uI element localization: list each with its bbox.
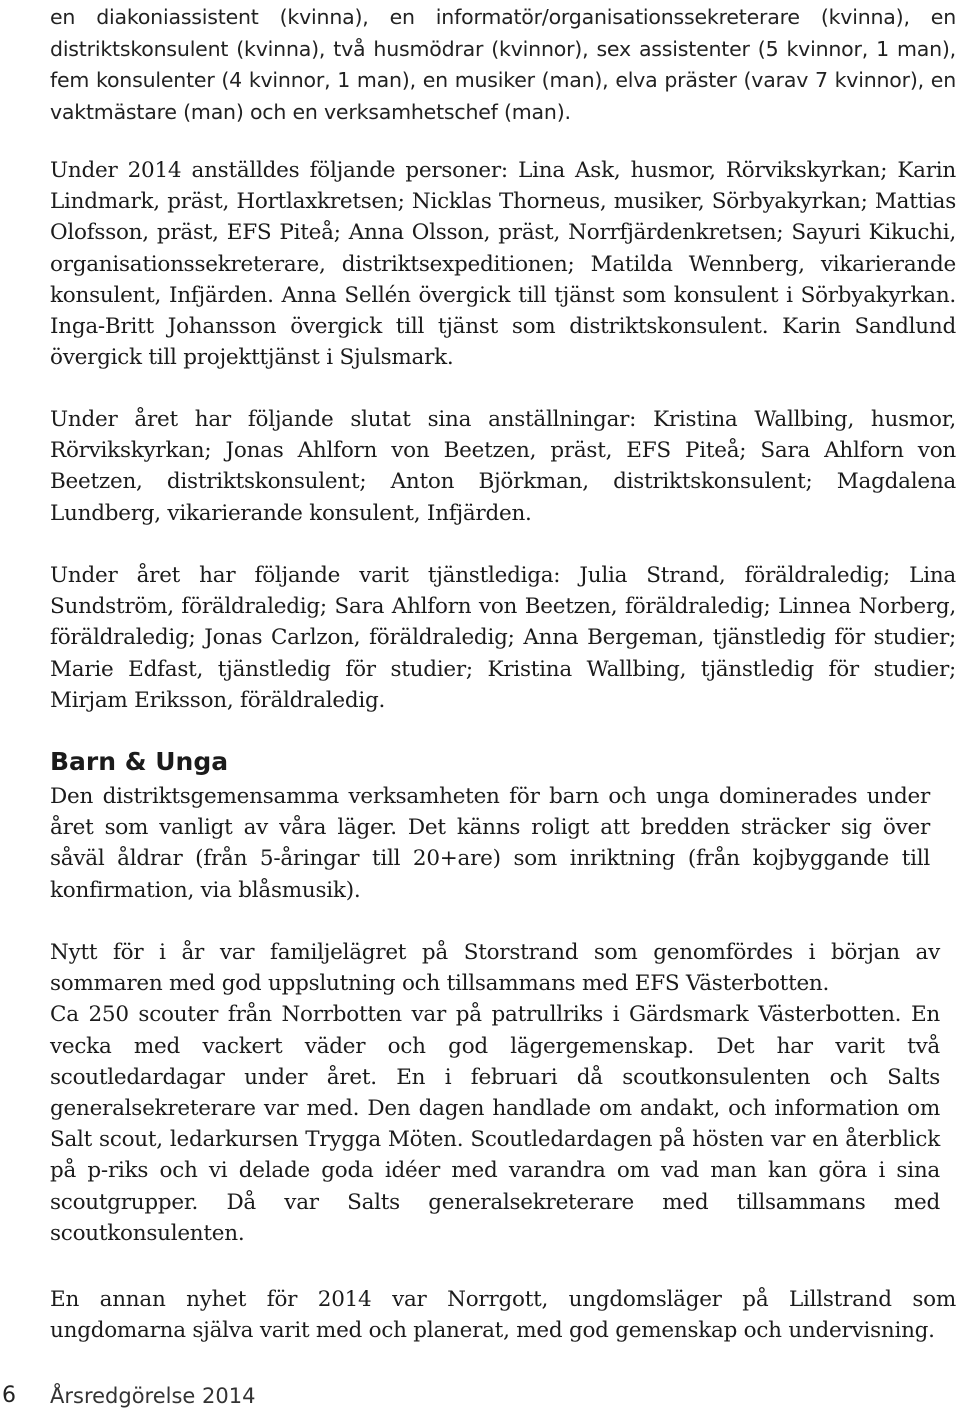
children-youth-paragraph: Den distriktsgemensamma verksamheten för barn och unga dominerades under året som vanligt av våra läger. Det känns roligt att bredden sträcker sig över såväl åldrar (från 5-åringar till 20+are) som inriktning (från kojbyggande till konfirmation, via blåsmusik).: [50, 784, 930, 903]
camps-paragraph: [50, 937, 940, 1249]
section-heading: Barn & Unga: [50, 747, 229, 776]
ended-paragraph: Under året har följande slutat sina anställningar: Kristina Wallbing, husmor, Rörvikskyrkan; Jonas Ahlforn von Beetzen, präst, EFS Piteå; Sara Ahlforn von Beetzen, distriktskonsulent; Anton Björkman, distriktskonsulent; Magdalena Lundberg, vikarierande konsulent, Infjärden.: [50, 407, 956, 526]
publication-title: Årsredgörelse 2014: [50, 1384, 256, 1408]
hired-paragraph: Under 2014 anställdes följande personer: Lina Ask, husmor, Rörvikskyrkan; Karin Lindmark, präst, Hortlaxkretsen; Nicklas Thorneus, musiker, Sörbyakyrkan; Mattias Olofsson, präst, EFS Piteå; Anna Olsson, präst, Norrfjärdenkretsen; Sayuri Kikuchi, organisationssekreterare, distriktsexpeditionen; Matilda Wennberg, vikarierande konsulent, Infjärden. Anna Sellén övergick till tjänst som konsulent i Sörbyakyrkan. Inga-Britt Johansson övergick till tjänst som distriktskonsulent. Karin Sandlund övergick till projekttjänst i Sjulsmark.: [50, 158, 956, 371]
scout-text: Ca 250 scouter från Norrbotten var på patrullriks i Gärdsmark Västerbotten. En vecka med vackert väder och god lägergemenskap. Det har varit två scoutledardagar under året. En i februari då scoutkonsulenten och Salts generalsekreterare var med. Den dagen handlade om andakt, och information om Salt scout, ledarkursen Trygga Möten. Scoutledardagen på hösten var en återblick på p-riks och vi delade goda idéer med varandra om vad man kan göra i sina scoutgrupper. Då var Salts generalsekreterare med tillsammans med scoutkonsulenten.: [50, 1002, 940, 1246]
intro-paragraph: en diakoniassistent (kvinna), en informatör/organisationssekreterare (kvinna), en distriktskonsulent (kvinna), två husmödrar (kvinnor), sex assistenter (5 kvinnor, 1 man), fem konsulenter (4 kvinnor, 1 man), en musiker (man), elva präster (varav 7 kvinnor), en vaktmästare (man) och en verksamhetschef (man).: [50, 5, 956, 124]
norrgott-paragraph: En annan nyhet för 2014 var Norrgott, ungdomsläger på Lillstrand som ungdomarna själva varit med och planerat, med god gemenskap och undervisning.: [50, 1287, 956, 1344]
page-footer: [2, 1380, 402, 1412]
leave-paragraph: Under året har följande varit tjänstlediga: Julia Strand, föräldraledig; Lina Sundström, föräldraledig; Sara Ahlforn von Beetzen, föräldraledig; Linnea Norberg, föräldraledig; Jonas Carlzon, föräldraledig; Anna Bergeman, tjänstledig för studier; Marie Edfast, tjänstledig för studier; Kristina Wallbing, tjänstledig för studier; Mirjam Eriksson, föräldraledig.: [50, 563, 956, 713]
page-number: 6: [2, 1383, 16, 1408]
family-camp-text: Nytt för i år var familjelägret på Storstrand som genomfördes i början av sommaren med god uppslutning och tillsammans med EFS Västerbotten.: [50, 940, 940, 997]
